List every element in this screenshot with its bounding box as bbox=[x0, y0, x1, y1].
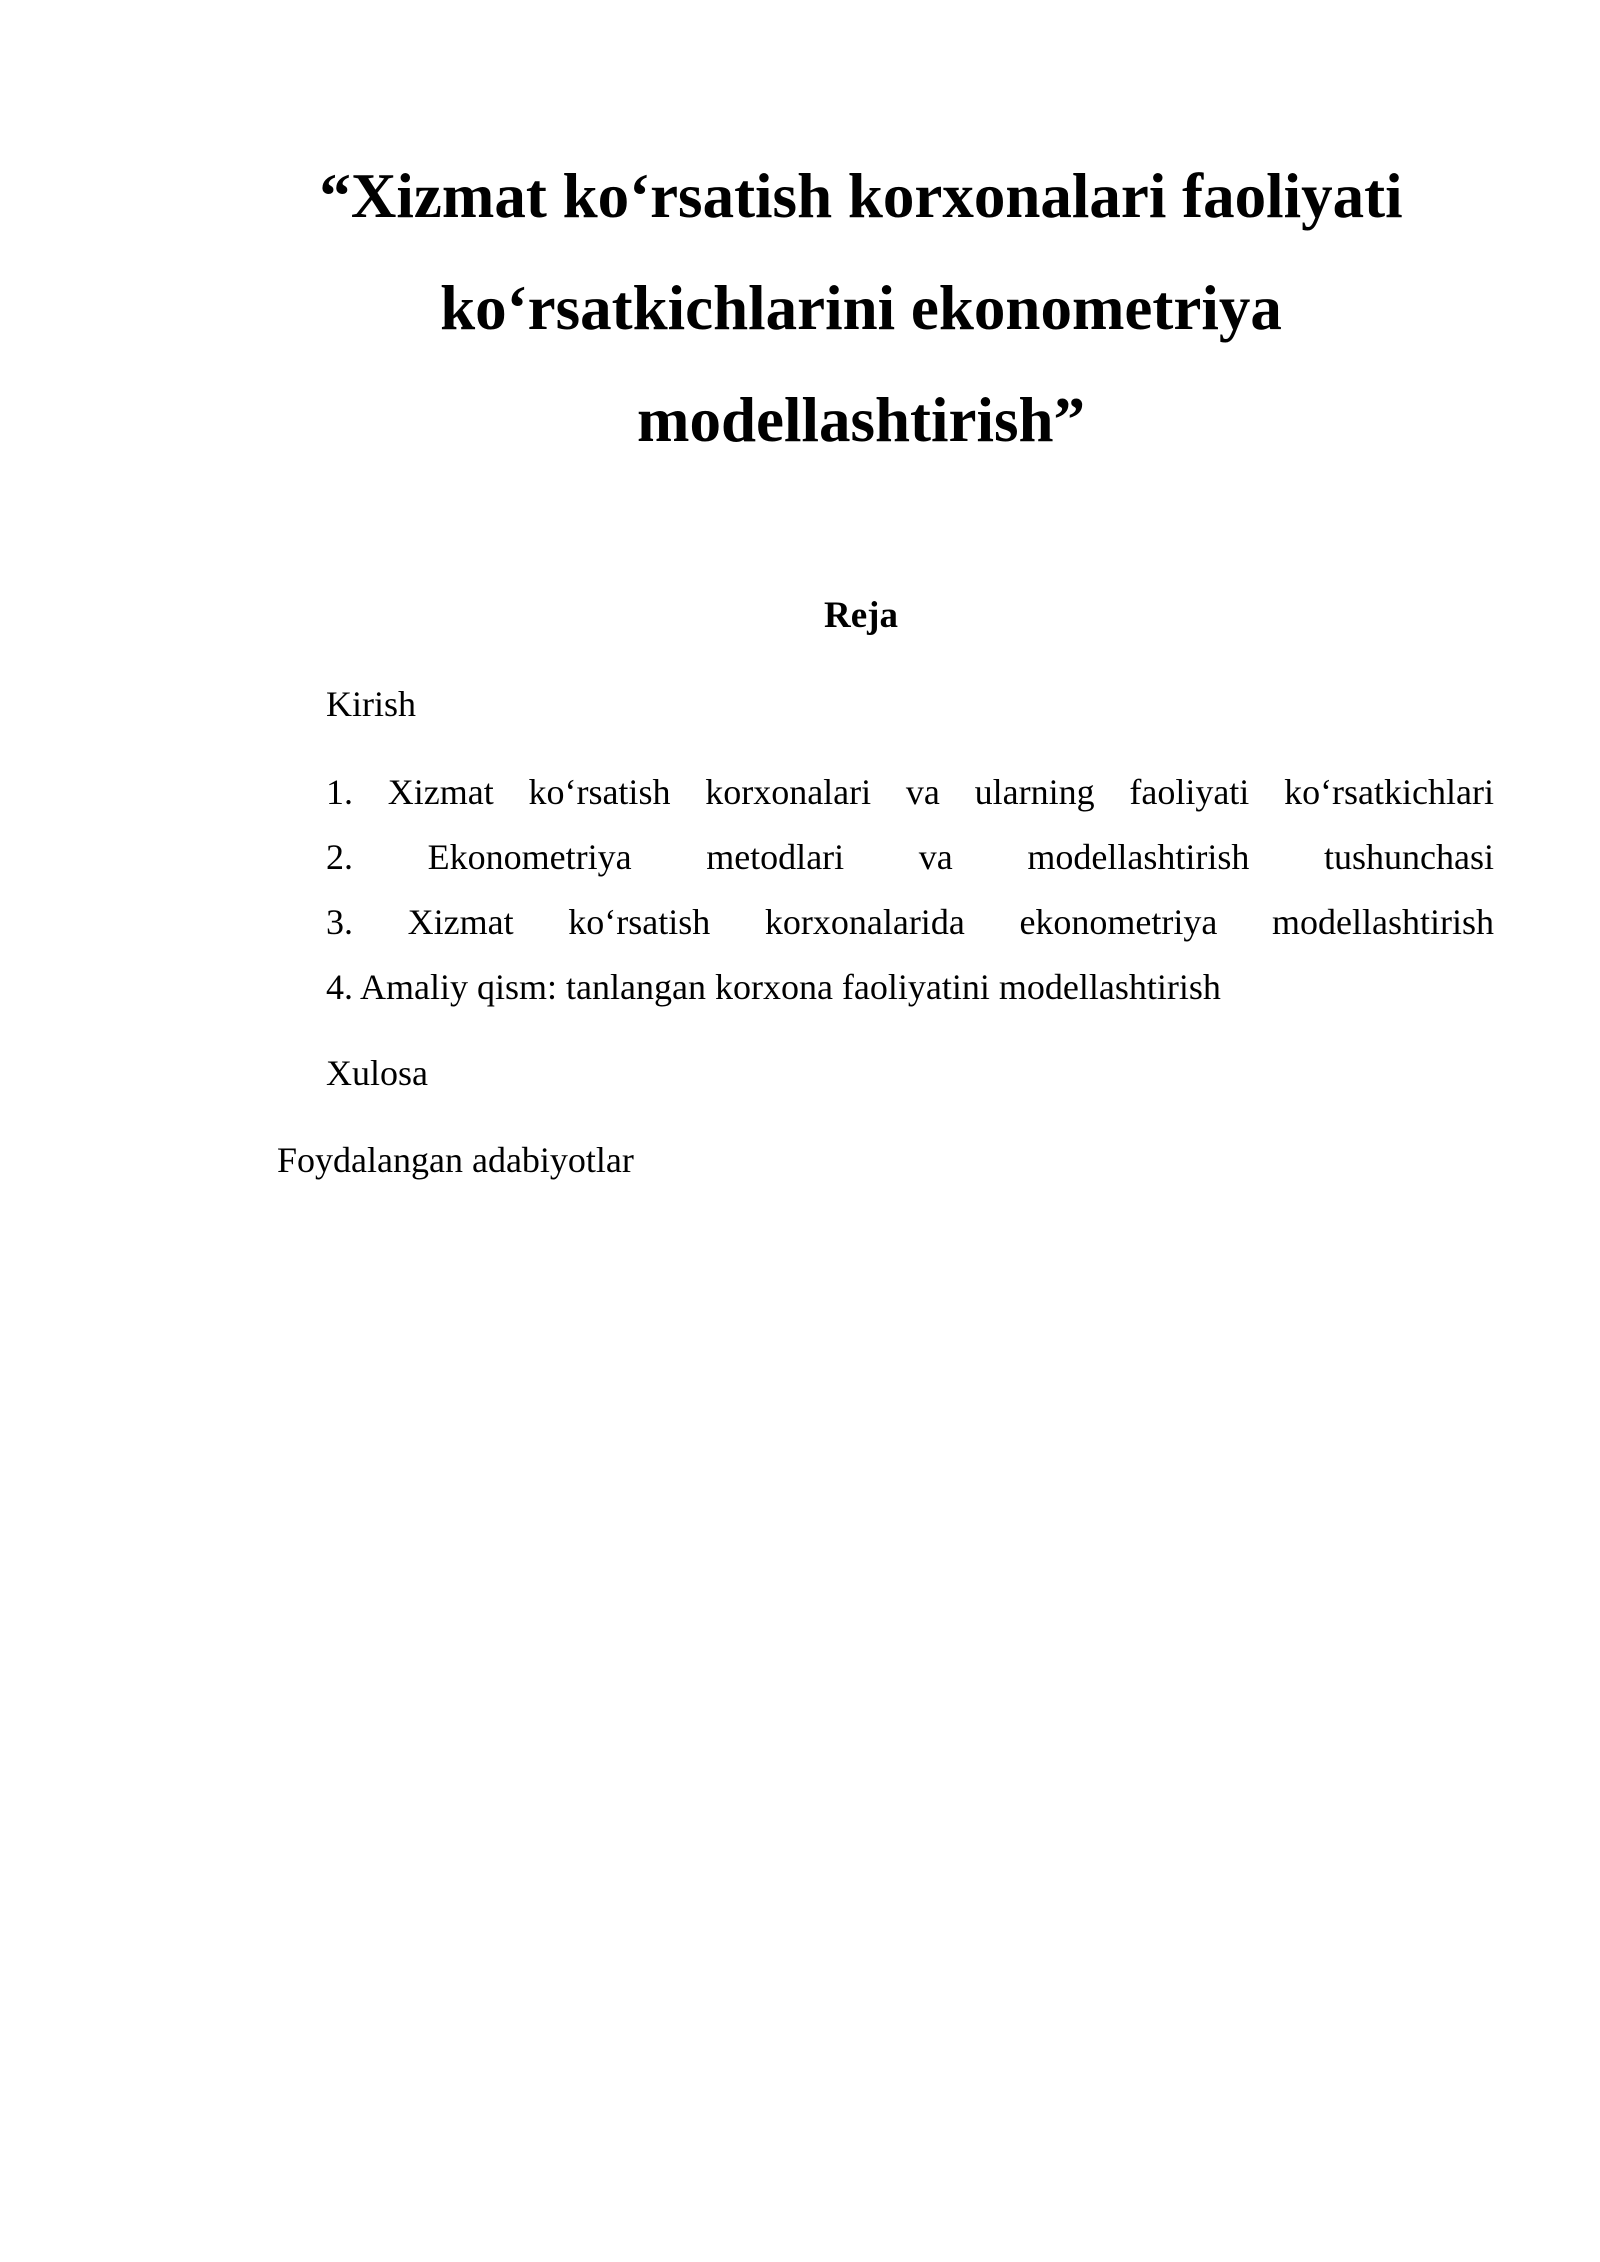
plan-item-1 bbox=[326, 767, 1494, 817]
title-line: ko‘rsatkichlarini ekonometriya bbox=[440, 273, 1282, 343]
title-line: “Xizmat ko‘rsatish korxonalari faoliyati bbox=[319, 161, 1403, 231]
plan-item-word: ko‘rsatish bbox=[528, 772, 671, 812]
plan-item-word: metodlari bbox=[706, 837, 845, 877]
plan-item-word: 2. bbox=[326, 837, 353, 877]
plan-item-3 bbox=[326, 897, 1494, 947]
document-title bbox=[277, 140, 1445, 476]
plan-item-word: ko‘rsatish bbox=[568, 902, 711, 942]
plan-item-word: faoliyati bbox=[1129, 772, 1250, 812]
plan-item-word: ekonometriya bbox=[1019, 902, 1218, 942]
plan-item-word: Xizmat bbox=[387, 772, 494, 812]
plan-conclusion: Xulosa bbox=[326, 1053, 428, 1093]
plan-item-word: 3. bbox=[326, 902, 353, 942]
plan-intro: Kirish bbox=[326, 684, 416, 724]
plan-item-2 bbox=[326, 832, 1494, 882]
plan-item-word: korxonalari bbox=[705, 772, 872, 812]
plan-item-word: modellashtirish bbox=[1272, 902, 1494, 942]
plan-item-word: ularning bbox=[974, 772, 1095, 812]
title-line: modellashtirish” bbox=[636, 385, 1086, 455]
plan-item-word: ko‘rsatkichlari bbox=[1284, 772, 1494, 812]
plan-references: Foydalangan adabiyotlar bbox=[277, 1140, 634, 1180]
plan-item-word: va bbox=[918, 837, 953, 877]
plan-heading: Reja bbox=[824, 595, 898, 636]
plan-item-word: korxonalarida bbox=[764, 902, 965, 942]
plan-item-word: Xizmat bbox=[407, 902, 514, 942]
plan-item-word: Ekonometriya bbox=[427, 837, 632, 877]
plan-item-word: tushunchasi bbox=[1324, 837, 1494, 877]
plan-item-word: 1. bbox=[326, 772, 353, 812]
plan-item-word: modellashtirish bbox=[1027, 837, 1250, 877]
plan-item-4: 4. Amaliy qism: tanlangan korxona faoliyatini modellashtirish bbox=[326, 967, 1221, 1007]
plan-item-word: va bbox=[905, 772, 940, 812]
